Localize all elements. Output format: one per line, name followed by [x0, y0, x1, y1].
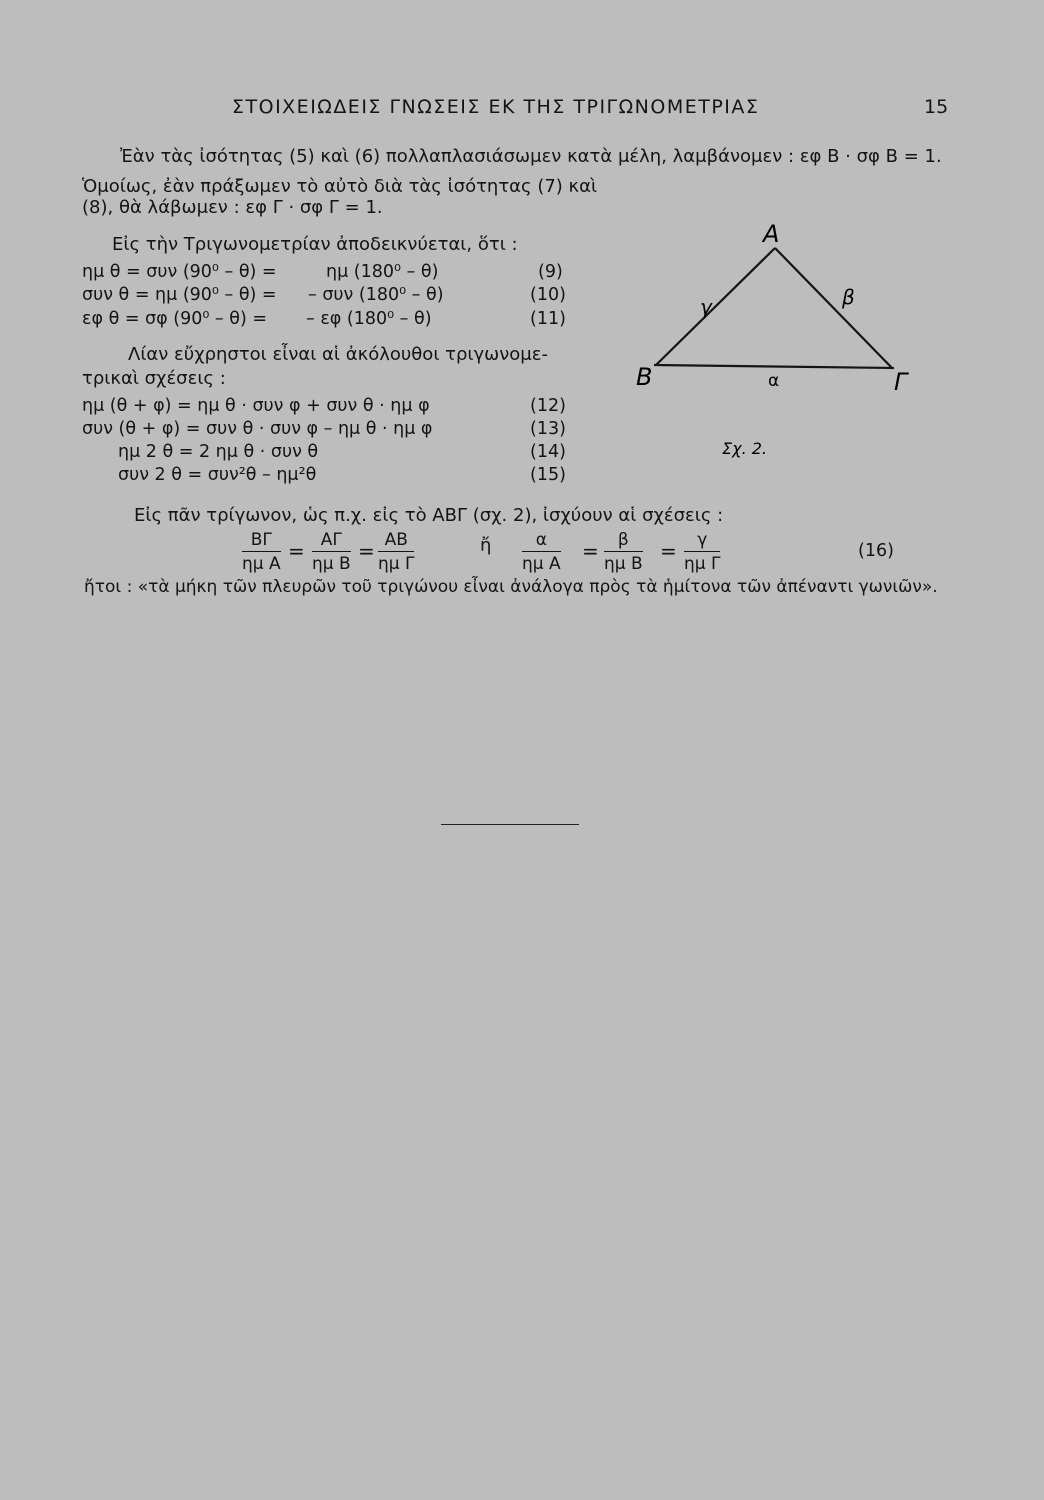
law-intro: Εἰς πᾶν τρίγωνον, ὡς π.χ. εἰς τὸ ΑΒΓ (σχ. 2), ἰσχύουν αἱ σχέσεις :: [134, 505, 724, 526]
identity-10-lhs: συν θ = ημ (90⁰ – θ) =: [82, 285, 277, 305]
fraction-denominator: ημ Α: [522, 554, 561, 574]
fraction-denominator: ημ Α: [242, 554, 281, 574]
equals-sign: =: [660, 539, 677, 563]
useful-line-2: τρικαὶ σχέσεις :: [82, 368, 226, 389]
intro-line-3: (8), θὰ λάβωμεν : εφ Γ · σφ Γ = 1.: [82, 197, 383, 218]
fraction-alpha-over-sin-a: [522, 530, 561, 574]
side-b-line: [775, 248, 892, 368]
identity-9-rhs: ημ (180⁰ – θ): [326, 262, 439, 282]
fraction-numerator: β: [604, 530, 643, 552]
triangle-figure: [600, 210, 940, 480]
formula-12: ημ (θ + φ) = ημ θ · συν φ + συν θ · ημ φ: [82, 396, 430, 416]
figure-caption: Σχ. 2.: [722, 439, 768, 458]
formula-13: συν (θ + φ) = συν θ · συν φ – ημ θ · ημ φ: [82, 419, 433, 439]
identity-11-number: (11): [530, 309, 566, 329]
formula-12-number: (12): [530, 396, 566, 416]
equals-sign: =: [358, 539, 375, 563]
running-header: ΣΤΟΙΧΕΙΩΔΕΙΣ ΓΝΩΣΕΙΣ ΕΚ ΤΗΣ ΤΡΙΓΩΝΟΜΕΤΡΙΑΣ: [232, 96, 760, 118]
side-c-label: γ: [700, 295, 712, 319]
side-a-label: α: [768, 371, 780, 391]
fraction-numerator: ΒΓ: [242, 530, 281, 552]
vertex-a-label: Α: [763, 220, 780, 248]
fraction-numerator: ΑΓ: [312, 530, 351, 552]
formula-16-number: (16): [858, 541, 894, 561]
formula-15: συν 2 θ = συν²θ – ημ²θ: [118, 465, 317, 485]
fraction-ab-over-sin-g: [378, 530, 414, 574]
fraction-numerator: α: [522, 530, 561, 552]
useful-line-1: Λίαν εὔχρηστοι εἶναι αἱ ἀκόλουθοι τριγωνομε-: [128, 344, 548, 365]
identity-11-rhs: – εφ (180⁰ – θ): [306, 309, 432, 329]
page-number: 15: [924, 96, 949, 118]
intro-line-2: Ὁμοίως, ἐὰν πράξωμεν τὸ αὐτὸ διὰ τὰς ἰσότητας (7) καὶ: [82, 176, 598, 197]
side-b-label: β: [842, 285, 855, 309]
formula-14: ημ 2 θ = 2 ημ θ · συν θ: [118, 442, 319, 462]
fraction-numerator: ΑΒ: [378, 530, 414, 552]
identity-10-number: (10): [530, 285, 566, 305]
fraction-beta-over-sin-b: [604, 530, 643, 574]
vertex-c-label: Γ: [894, 368, 908, 396]
proof-intro: Εἰς τὴν Τριγωνομετρίαν ἀποδεικνύεται, ὅτι :: [112, 234, 518, 255]
formula-14-number: (14): [530, 442, 566, 462]
side-a-line: [654, 365, 894, 368]
conclusion: ἤτοι : «τὰ μήκη τῶν πλευρῶν τοῦ τριγώνου εἶναι ἀνάλογα πρὸς τὰ ἡμίτονα τῶν ἀπέναντι γωνιῶν».: [84, 577, 938, 597]
fraction-denominator: ημ Β: [312, 554, 351, 574]
identity-9-number: (9): [538, 262, 563, 282]
identity-10-rhs: – συν (180⁰ – θ): [308, 285, 444, 305]
fraction-numerator: γ: [684, 530, 720, 552]
side-c-line: [656, 248, 775, 365]
fraction-denominator: ημ Γ: [684, 554, 721, 574]
fraction-ag-over-sin-b: [312, 530, 351, 574]
identity-11-lhs: εφ θ = σφ (90⁰ – θ) =: [82, 309, 268, 329]
formula-15-number: (15): [530, 465, 566, 485]
fraction-bg-over-sin-a: [242, 530, 281, 574]
identity-9-lhs: ημ θ = συν (90⁰ – θ) =: [82, 262, 277, 282]
fraction-denominator: ημ Γ: [378, 554, 415, 574]
vertex-b-label: Β: [636, 363, 653, 391]
equals-sign: =: [288, 539, 305, 563]
end-rule: [441, 824, 579, 825]
fraction-gamma-over-sin-g: [684, 530, 720, 574]
fraction-denominator: ημ Β: [604, 554, 643, 574]
intro-line-1: Ἐὰν τὰς ἰσότητας (5) καὶ (6) πολλαπλασιάσωμεν κατὰ μέλη, λαμβάνομεν : εφ Β · σφ Β = 1.: [120, 146, 942, 167]
or-word: ἤ: [480, 535, 492, 556]
formula-13-number: (13): [530, 419, 566, 439]
equals-sign: =: [582, 539, 599, 563]
